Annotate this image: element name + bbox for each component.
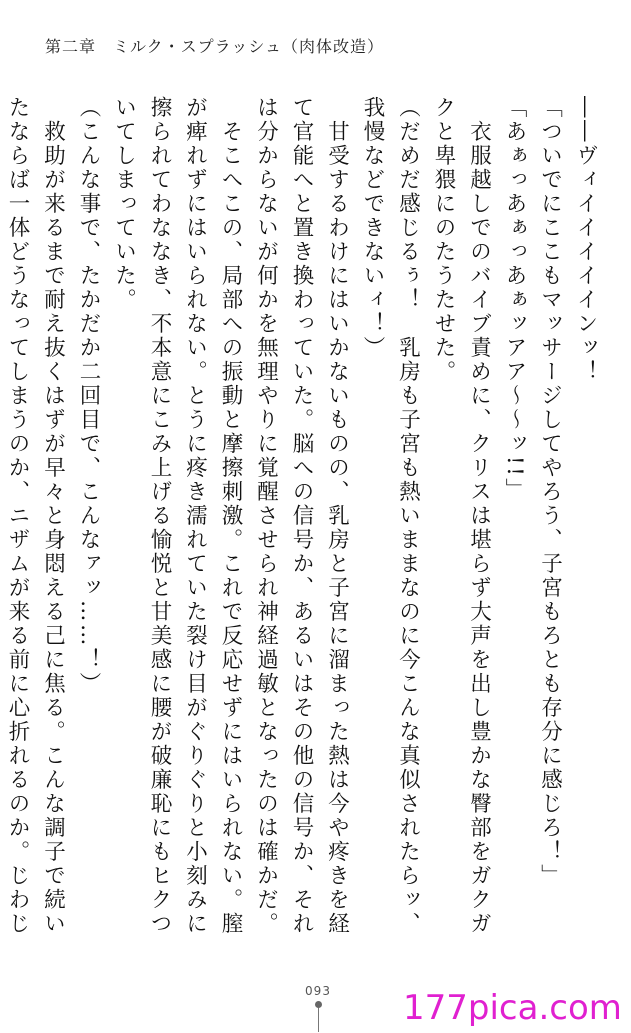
paragraph: （だめだ感じるぅ！ 乳房も子宮も熱いままなのに今こんな真似されたらッ、我慢などできないィ！） — [360, 96, 421, 936]
novel-body-text — [5, 96, 603, 941]
paragraph: そこへこの、局部への振動と摩擦刺激。これで反応せずにはいられない。膣が痺れずにはいられない。とうに疼き濡れていた裂け目がぐりぐりと小刻みに擦られてわななき、不本意にこみ上げる愉悦と甘美感に腰が破廉恥にもヒクついてしまっていた。 — [111, 96, 243, 936]
footer-line-ornament — [318, 1008, 319, 1032]
paragraph: 衣服越しでのバイブ責めに、クリスは堪らず大声を出し豊かな臀部をガクガクと卑猥にのたうたせた。 — [431, 96, 492, 936]
paragraph: ――ヴィイイイイインッ！ — [573, 96, 598, 384]
paragraph: 「あぁっあぁっあぁッアア〜〜ッ!!」 — [502, 96, 527, 503]
page-number: 093 — [305, 984, 331, 998]
paragraph: 救助が来るまで耐え抜くはずが早々と身悶える己に焦る。こんな調子で続いたならば一体どうなってしまうのか、ニザムが来る前に心折れるのか。じわじ — [5, 96, 66, 936]
page-footer — [298, 984, 338, 1032]
paragraph: 「ついでにここもマッサージしてやろう、子宮もろとも存分に感じろ！」 — [537, 96, 563, 888]
paragraph: 甘受するわけにはいかないものの、乳房と子宮に溜まった熱は今や疼きを経て官能へと置き換わっていた。脳への信号か、あるいはその他の信号か、それは分からないが何かを無理やりに覚醒させられ神経過敏となったのは確かだ。 — [253, 96, 350, 936]
site-watermark: 177pica.com — [403, 988, 622, 1028]
footer-dot-ornament — [315, 1001, 322, 1008]
chapter-title: 第二章 ミルク・スプラッシュ（肉体改造） — [45, 37, 385, 56]
paragraph: （こんな事で、たかだか二回目で、こんなァッ……！） — [76, 96, 101, 696]
